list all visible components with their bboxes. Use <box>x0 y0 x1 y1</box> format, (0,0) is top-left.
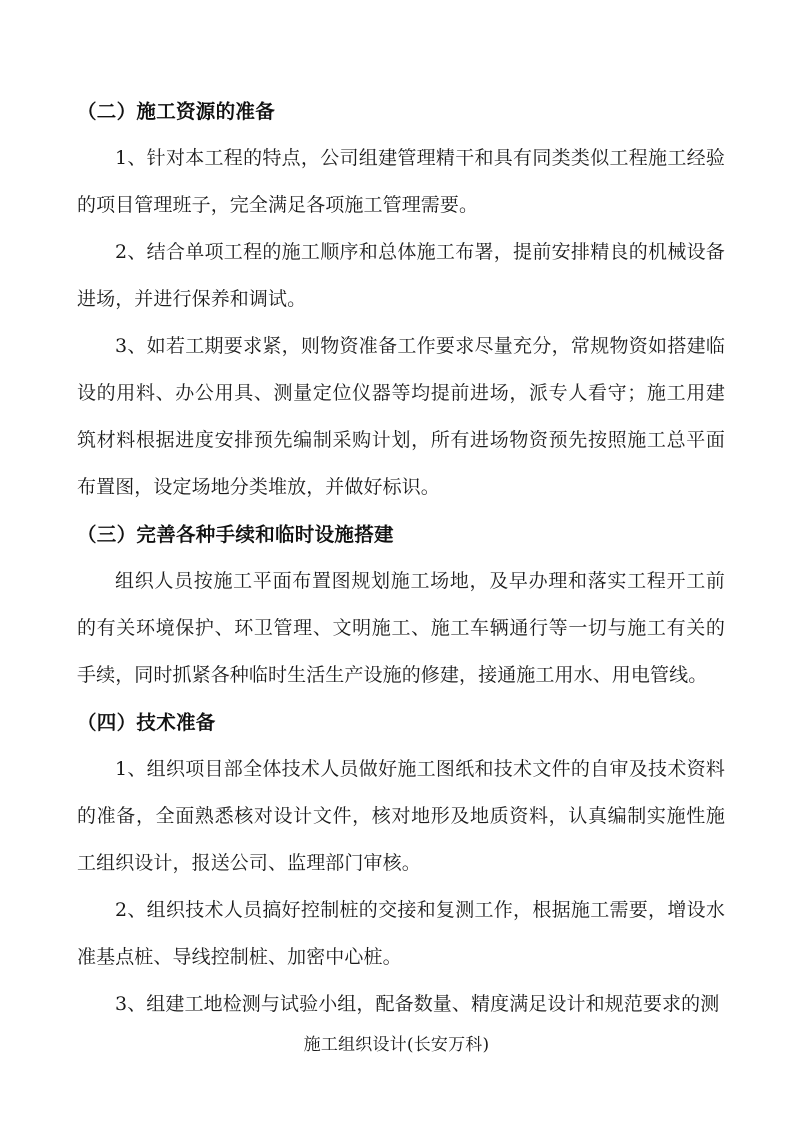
paragraph: 2、结合单项工程的施工顺序和总体施工布署，提前安排精良的机械设备进场，并进行保养和调试。 <box>77 241 725 310</box>
paragraph: 2、组织技术人员搞好控制桩的交接和复测工作，根据施工需要，增设水准基点桩、导线控制桩、加密中心桩。 <box>77 899 725 968</box>
paragraph: 组织人员按施工平面布置图规划施工场地，及早办理和落实工程开工前的有关环境保护、环卫管理、文明施工、施工车辆通行等一切与施工有关的手续，同时抓紧各种临时生活生产设施的修建，接通施工用水、用电管线。 <box>77 570 725 686</box>
document-body <box>77 88 725 1028</box>
page-footer: 施工组织设计(长安万科) <box>303 1035 490 1055</box>
paragraph: 3、如若工期要求紧，则物资准备工作要求尽量充分，常规物资如搭建临设的用料、办公用具、测量定位仪器等均提前进场，派专人看守；施工用建筑材料根据进度安排预先编制采购计划，所有进场物资预先按照施工总平面布置图，设定场地分类堆放，并做好标识。 <box>77 335 725 498</box>
section-heading-2: （二）施工资源的准备 <box>77 100 276 123</box>
paragraph-truncated: 3、组建工地检测与试验小组，配备数量、精度满足设计和规范要求的测 <box>115 993 720 1015</box>
section-heading-4: （四）技术准备 <box>77 711 216 734</box>
paragraph: 1、组织项目部全体技术人员做好施工图纸和技术文件的自审及技术资料的准备，全面熟悉核对设计文件，核对地形及地质资料，认真编制实施性施工组织设计，报送公司、监理部门审核。 <box>77 758 725 874</box>
paragraph: 1、针对本工程的特点，公司组建管理精干和具有同类类似工程施工经验的项目管理班子，完全满足各项施工管理需要。 <box>77 147 725 216</box>
section-heading-3: （三）完善各种手续和临时设施搭建 <box>77 523 394 546</box>
